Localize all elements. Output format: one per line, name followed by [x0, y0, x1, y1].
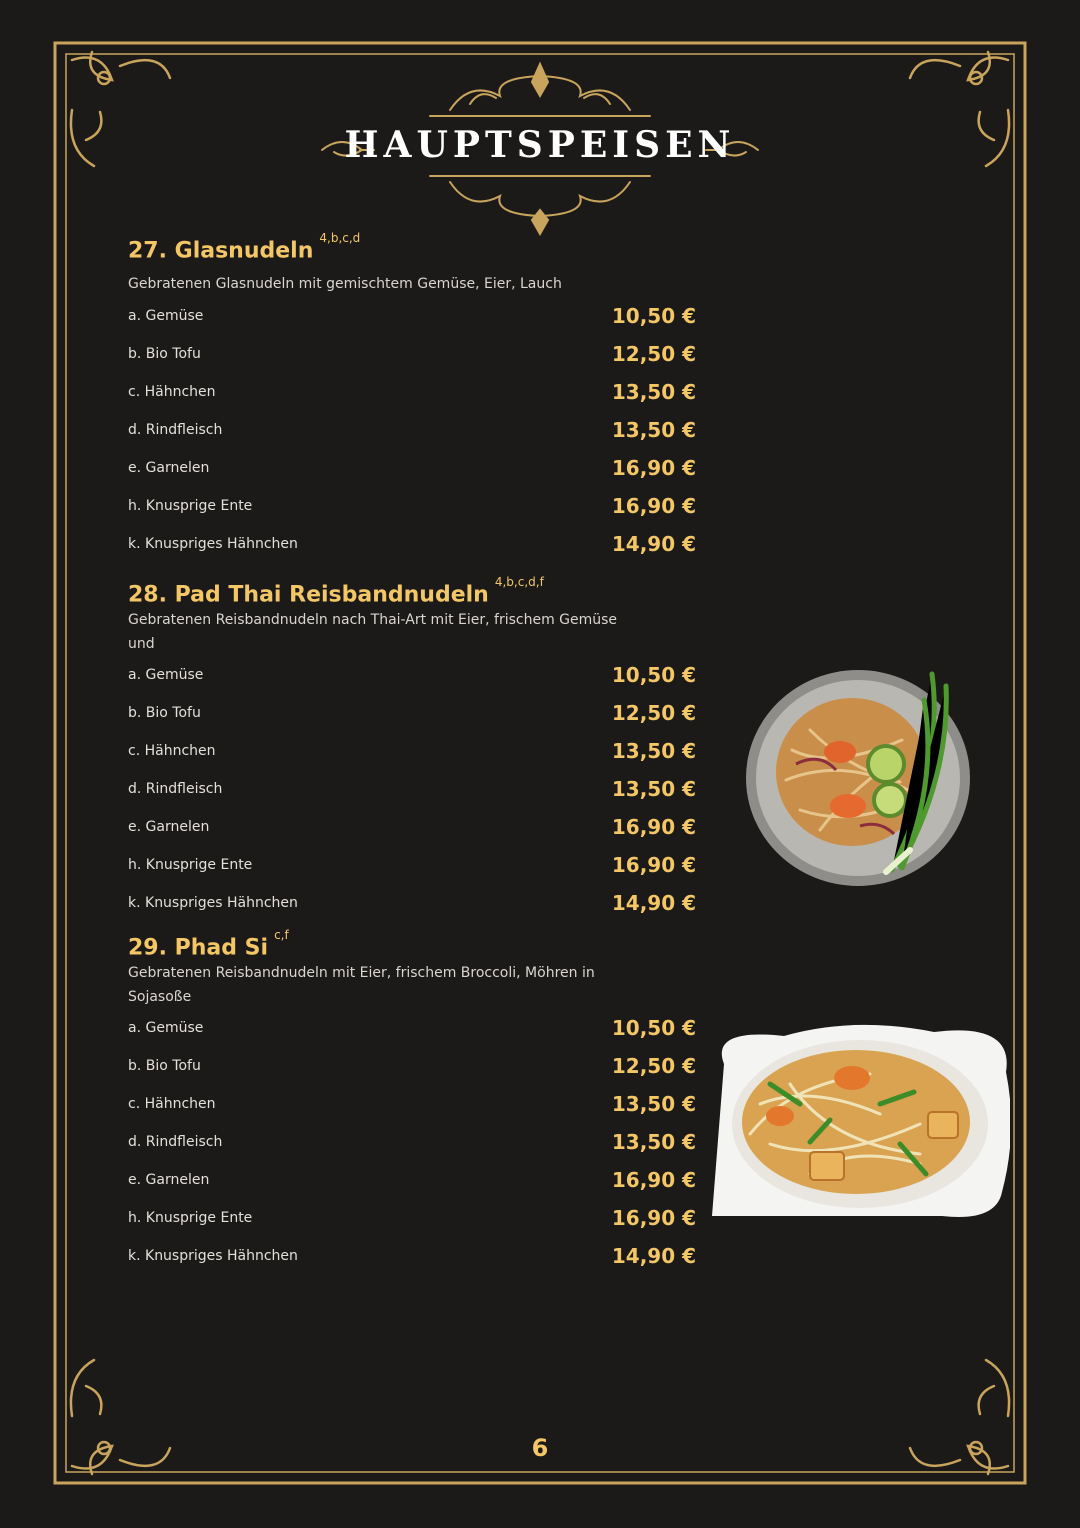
menu-item-name: a. Gemüse: [128, 308, 204, 324]
menu-item-row: [128, 694, 708, 732]
menu-item-price: 12,50 €: [611, 342, 696, 366]
menu-item-row: [128, 656, 708, 694]
menu-item-name: e. Garnelen: [128, 819, 210, 835]
menu-item-name: b. Bio Tofu: [128, 1058, 201, 1074]
menu-item-row: [128, 770, 708, 808]
menu-item-name: e. Garnelen: [128, 1172, 210, 1188]
menu-item-price: 16,90 €: [611, 1168, 696, 1192]
menu-section-28: [128, 574, 708, 922]
menu-item-name: k. Knuspriges Hähnchen: [128, 895, 298, 911]
menu-item-row: [128, 297, 708, 335]
section-heading: [128, 230, 708, 264]
menu-item-name: h. Knusprige Ente: [128, 857, 253, 873]
menu-item-row: [128, 373, 708, 411]
menu-item-price: 16,90 €: [611, 494, 696, 518]
menu-item-price: 16,90 €: [611, 815, 696, 839]
menu-item-row: [128, 1237, 708, 1275]
section-title: 28. Pad Thai Reisbandnudeln: [128, 582, 489, 608]
menu-item-name: b. Bio Tofu: [128, 346, 201, 362]
phad-si-dish-image: [710, 1024, 1010, 1220]
menu-item-row: [128, 487, 708, 525]
menu-item-price: 16,90 €: [611, 853, 696, 877]
allergen-codes: 4,b,c,d: [319, 231, 361, 245]
menu-item-row: [128, 1009, 708, 1047]
menu-item-row: [128, 411, 708, 449]
menu-item-price: 12,50 €: [611, 701, 696, 725]
allergen-codes: c,f: [274, 928, 289, 942]
section-description: Gebratenen Reisbandnudeln mit Eier, frischem Broccoli, Möhren in Sojasoße: [128, 965, 595, 1005]
section-description: Gebratenen Glasnudeln mit gemischtem Gemüse, Eier, Lauch: [128, 276, 562, 292]
menu-item-price: 14,90 €: [611, 1244, 696, 1268]
menu-item-row: [128, 1047, 708, 1085]
menu-item-row: [128, 846, 708, 884]
menu-item-row: [128, 884, 708, 922]
page-title: HAUPTSPEISEN: [344, 124, 736, 166]
menu-item-row: [128, 335, 708, 373]
menu-item-price: 10,50 €: [611, 304, 696, 328]
menu-item-name: c. Hähnchen: [128, 1096, 216, 1112]
menu-item-row: [128, 1161, 708, 1199]
menu-item-row: [128, 1199, 708, 1237]
section-description: Gebratenen Reisbandnudeln nach Thai-Art mit Eier, frischem Gemüse und: [128, 612, 618, 652]
menu-item-price: 10,50 €: [611, 1016, 696, 1040]
section-heading: [128, 574, 708, 608]
menu-item-price: 13,50 €: [611, 739, 696, 763]
menu-item-row: [128, 1123, 708, 1161]
menu-item-price: 16,90 €: [611, 456, 696, 480]
menu-item-price: 16,90 €: [611, 1206, 696, 1230]
section-title: 29. Phad Si: [128, 935, 269, 961]
menu-item-name: d. Rindfleisch: [128, 1134, 223, 1150]
menu-item-row: [128, 1085, 708, 1123]
menu-item-name: b. Bio Tofu: [128, 705, 201, 721]
section-title: 27. Glasnudeln: [128, 238, 314, 264]
menu-item-price: 13,50 €: [611, 777, 696, 801]
menu-item-name: d. Rindfleisch: [128, 781, 223, 797]
menu-item-name: k. Knuspriges Hähnchen: [128, 1248, 298, 1264]
menu-item-price: 13,50 €: [611, 1130, 696, 1154]
menu-item-name: a. Gemüse: [128, 667, 204, 683]
allergen-codes: 4,b,c,d,f: [494, 575, 544, 589]
menu-item-price: 13,50 €: [611, 418, 696, 442]
menu-item-price: 14,90 €: [611, 532, 696, 556]
menu-item-name: c. Hähnchen: [128, 384, 216, 400]
menu-item-price: 14,90 €: [611, 891, 696, 915]
menu-item-name: c. Hähnchen: [128, 743, 216, 759]
menu-item-name: d. Rindfleisch: [128, 422, 223, 438]
page-number: 6: [531, 1434, 549, 1462]
menu-item-row: [128, 449, 708, 487]
menu-item-name: h. Knusprige Ente: [128, 498, 253, 514]
menu-item-price: 13,50 €: [611, 1092, 696, 1116]
menu-item-name: a. Gemüse: [128, 1020, 204, 1036]
menu-item-price: 13,50 €: [611, 380, 696, 404]
menu-item-price: 10,50 €: [611, 663, 696, 687]
menu-item-row: [128, 808, 708, 846]
menu-section-29: [128, 927, 708, 1275]
pad-thai-dish-image: [740, 660, 980, 892]
menu-item-row: [128, 732, 708, 770]
menu-item-name: e. Garnelen: [128, 460, 210, 476]
menu-item-name: h. Knusprige Ente: [128, 1210, 253, 1226]
section-heading: [128, 927, 708, 961]
menu-item-row: [128, 525, 708, 563]
menu-item-name: k. Knuspriges Hähnchen: [128, 536, 298, 552]
menu-item-price: 12,50 €: [611, 1054, 696, 1078]
menu-section-27: [128, 230, 708, 563]
